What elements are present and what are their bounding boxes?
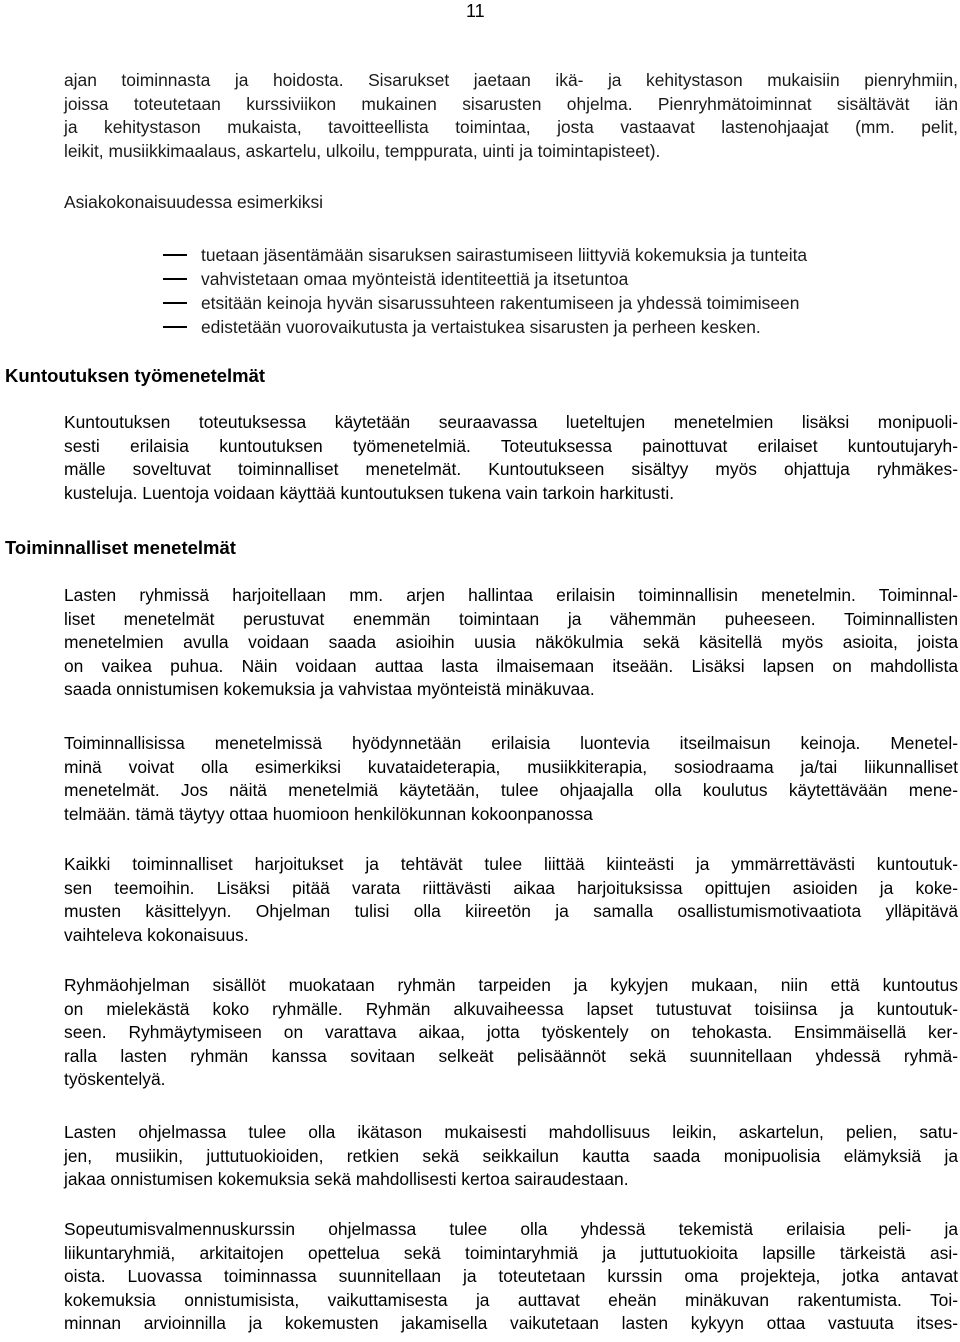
text-line: seen. Ryhmäytymiseen on varattava aikaa, jotta työskentely on tehokasta. Ensimmäisellä ker- bbox=[64, 1022, 958, 1042]
text-line: liikuntaryhmiä, arkitaitojen opettelua sekä toimintaryhmiä ja juttutuokioita lapsille tärkeistä asi- bbox=[64, 1242, 958, 1263]
text-line: Kuntoutuksen toteutuksessa käytetään seuraavassa lueteltujen menetelmien lisäksi monipuoli- bbox=[64, 412, 958, 432]
page-number: 11 bbox=[466, 1, 485, 21]
text-line: jakaa onnistumisen kokemuksia sekä mahdollisesti kertoa sairaudestaan. bbox=[64, 1169, 629, 1189]
text-line: Ryhmäohjelman sisällöt muokataan ryhmän tarpeiden ja kykyjen mukaan, niin että kuntoutus bbox=[64, 975, 958, 995]
text-line: ja kehitystason mukaista, tavoitteellista toimintaa, josta vastaavat lastenohjaajat (mm. pelit, bbox=[64, 117, 958, 137]
text-line: musten käsittelyyn. Ohjelman tulisi olla kiireetön ja samalla osallistumismotivaatiota ylläpitävä bbox=[64, 901, 958, 921]
list-item-text: vahvistetaan omaa myönteistä identiteettiä ja itsetuntoa bbox=[201, 269, 629, 289]
text-line: minä voivat olla esimerkiksi kuvataideterapia, musiikkiterapia, sosiodraama ja/tai liikunnalliset bbox=[64, 756, 958, 777]
text-line: oista. Luovassa toiminnassa suunnitellaan ja toteutetaan kurssin oma projekteja, jotka antavat bbox=[64, 1266, 958, 1286]
text-line: Kaikki toiminnalliset harjoitukset ja tehtävät tulee liittää kiinteästi ja ymmärrettävästi kuntoutuk- bbox=[64, 854, 958, 874]
dash-bullet-icon bbox=[163, 254, 187, 256]
list-item-text: tuetaan jäsentämään sisaruksen sairastumiseen liittyviä kokemuksia ja tunteita bbox=[201, 245, 808, 265]
list-item bbox=[163, 243, 960, 267]
dash-bullet-icon bbox=[163, 278, 187, 280]
list-item bbox=[163, 291, 960, 315]
text-line: Toiminnallisissa menetelmissä hyödynnetään erilaisia luontevia itseilmaisun keinoja. Menetel- bbox=[64, 733, 958, 753]
text-line: saada onnistumisen kokemuksia ja vahvistaa myönteistä minäkuvaa. bbox=[64, 679, 595, 699]
text-line: telmään. tämä täytyy ottaa huomioon henkilökunnan kokoonpanossa bbox=[64, 803, 593, 824]
text-line: sen teemoihin. Lisäksi pitää varata riittävästi aikaa harjoituksissa opittujen asioiden ja koke- bbox=[64, 877, 958, 898]
list-item-text: edistetään vuorovaikutusta ja vertaistukea sisarusten ja perheen kesken. bbox=[201, 317, 761, 337]
lead-text: Asiakokonaisuudessa esimerkiksi bbox=[64, 192, 324, 212]
text-line: Lasten ryhmissä harjoitellaan mm. arjen hallintaa erilaisin toiminnallisin menetelmin. Toiminnal- bbox=[64, 585, 958, 605]
paragraph bbox=[64, 1121, 958, 1192]
list-lead bbox=[64, 191, 958, 215]
text-line: joissa toteutetaan kurssiviikon mukainen sisarusten ohjelma. Pienryhmätoiminnat sisältävät iän bbox=[64, 93, 958, 114]
methods-paragraph bbox=[64, 411, 958, 505]
section-heading-methods: Kuntoutuksen työmenetelmät bbox=[5, 365, 266, 386]
text-line: on mielekästä koko ryhmälle. Ryhmän alkuvaiheessa lapset tutustuvat toisiinsa ja kuntoutuk- bbox=[64, 998, 958, 1019]
dash-bullet-icon bbox=[163, 302, 187, 304]
text-line: minnan arvioinnilla ja kokemusten jakamisella vaikutetaan lasten kykyyn ottaa vastuuta itses- bbox=[64, 1313, 958, 1333]
paragraph bbox=[64, 853, 958, 947]
text-line: sesti erilaisia kuntoutuksen työmenetelmiä. Toteutuksessa painottuvat erilaiset kuntoutujaryh- bbox=[64, 435, 958, 456]
text-line: Lasten ohjelmassa tulee olla ikätason mukaisesti mahdollisuus leikin, askartelun, pelien, satu- bbox=[64, 1122, 958, 1142]
text-line: Sopeutumisvalmennuskurssin ohjelmassa tulee olla yhdessä tekemistä erilaisia peli- ja bbox=[64, 1219, 958, 1239]
section-heading-functional: Toiminnalliset menetelmät bbox=[5, 537, 236, 558]
intro-paragraph bbox=[64, 69, 958, 163]
paragraph bbox=[64, 584, 958, 702]
text-line: mälle soveltuvat toiminnalliset menetelmät. Kuntoutukseen sisältyy myös ohjattuja ryhmäkes- bbox=[64, 459, 958, 479]
text-line: työskentelyä. bbox=[64, 1069, 166, 1089]
list-item-text: etsitään keinoja hyvän sisarussuhteen rakentumiseen ja yhdessä toimimiseen bbox=[201, 293, 800, 313]
text-line: on vaikea puhua. Näin voidaan auttaa lasta ilmaisemaan itseään. Lisäksi lapsen on mahdollista bbox=[64, 655, 958, 676]
bullet-list bbox=[163, 243, 960, 339]
list-item bbox=[163, 315, 960, 339]
paragraph bbox=[64, 732, 958, 826]
text-line: menetelmät. Jos näitä menetelmiä käytetään, tulee ohjaajalla olla koulutus käytettävään mene- bbox=[64, 780, 958, 800]
text-line: ajan toiminnasta ja hoidosta. Sisarukset jaetaan ikä- ja kehitystason mukaisiin pienryhmiin, bbox=[64, 70, 958, 90]
dash-bullet-icon bbox=[163, 326, 187, 328]
text-line: kusteluja. Luentoja voidaan käyttää kuntoutuksen tukena vain tarkoin harkitusti. bbox=[64, 482, 675, 503]
text-line: ralla lasten ryhmän kanssa sovitaan selkeät pelisäännöt sekä suunnitellaan yhdessä ryhmä- bbox=[64, 1045, 958, 1066]
paragraph bbox=[64, 1218, 958, 1336]
text-line: kokemuksia onnistumisista, vaikuttamisesta ja auttavat eheän minäkuvan rakentumista. Toi- bbox=[64, 1289, 958, 1310]
paragraph bbox=[64, 974, 958, 1092]
text-line: leikit, musiikkimaalaus, askartelu, ulkoilu, temppurata, uinti ja toimintapisteet). bbox=[64, 140, 661, 161]
list-item bbox=[163, 267, 960, 291]
text-line: menetelmien avulla voidaan saada asioihin uusia näkökulmia sekä käsitellä myös asioita, joista bbox=[64, 632, 958, 652]
text-line: vaihteleva kokonaisuus. bbox=[64, 924, 249, 945]
text-line: liset menetelmät perustuvat enemmän toimintaan ja vähemmän puheeseen. Toiminnallisten bbox=[64, 608, 958, 629]
text-line: jen, musiikin, juttutuokioiden, retkien sekä seikkailun kautta saada monipuolisia elämyksiä ja bbox=[64, 1145, 958, 1166]
